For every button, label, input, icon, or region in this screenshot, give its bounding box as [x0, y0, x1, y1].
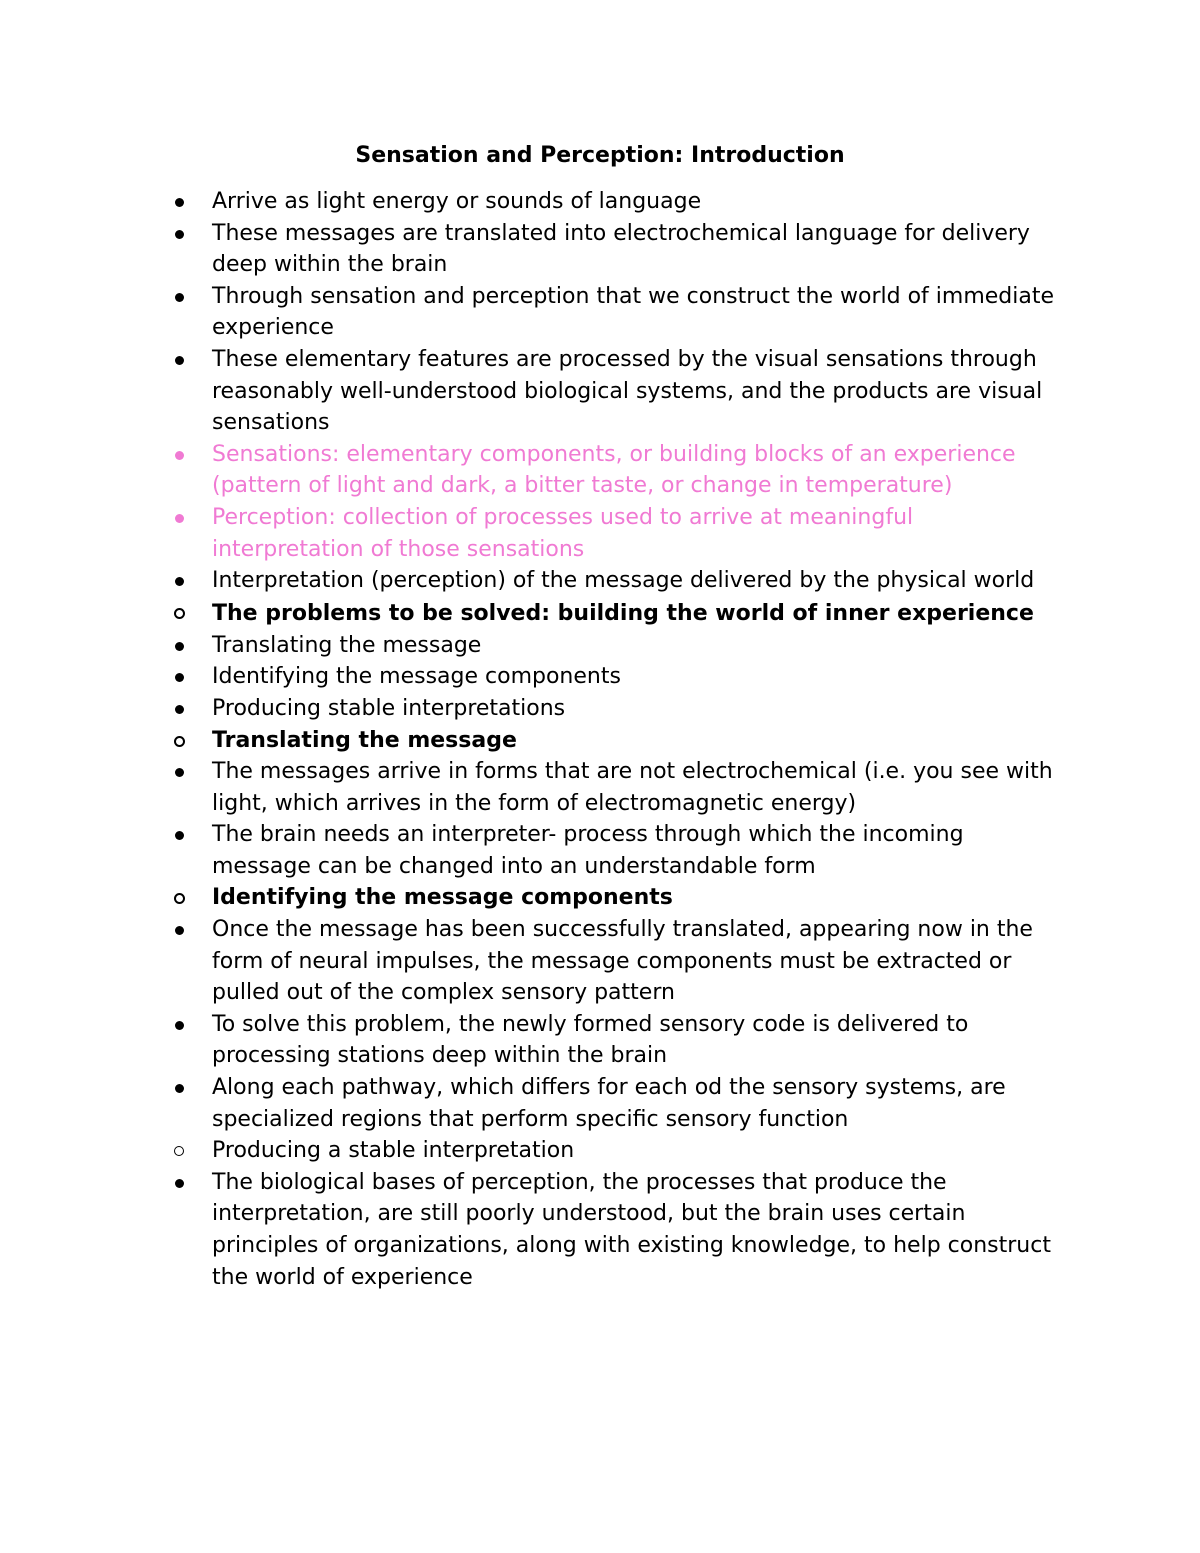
bullet-icon — [172, 756, 192, 788]
list-item-text: Translating the message — [212, 632, 482, 658]
list-item-text: Interpretation (perception) of the message delivered by the physical world — [212, 568, 1035, 594]
document-title: Sensation and Perception: Introduction — [355, 143, 845, 168]
section-heading-text: Identifying the message components — [212, 885, 673, 911]
bullet-icon — [172, 281, 192, 313]
list-item — [0, 1009, 1062, 1072]
list-item — [0, 344, 1062, 439]
bullet-icon — [172, 344, 192, 376]
list-item-text: Arrive as light energy or sounds of language — [212, 189, 702, 214]
list-item — [0, 661, 1062, 693]
bullet-icon — [172, 1009, 192, 1041]
list-item — [0, 218, 1062, 281]
section-heading-item — [0, 882, 1062, 914]
notes-list — [0, 186, 1200, 1293]
bullet-icon — [172, 914, 192, 946]
bullet-icon — [172, 186, 192, 218]
list-item — [0, 1167, 1062, 1293]
section-heading-text: Producing a stable interpretation — [212, 1138, 575, 1164]
section-heading-item — [0, 1135, 1062, 1167]
list-item — [0, 693, 1062, 725]
bullet-icon — [172, 661, 192, 693]
list-item — [0, 565, 1062, 597]
list-item-text: Through sensation and perception that we construct the world of immediate experience — [212, 283, 1055, 341]
list-item-text: Perception: collection of processes used to arrive at meaningful interpretation of those sensations — [212, 504, 914, 562]
list-item — [0, 914, 1062, 1009]
list-item-text: The brain needs an interpreter- process through which the incoming message can be changed into an understandable form — [212, 822, 964, 879]
bullet-icon — [172, 502, 192, 534]
highlighted-list-item — [0, 439, 1062, 502]
list-item-text: Identifying the message components — [212, 664, 621, 690]
bullet-icon — [172, 218, 192, 250]
hollow-circle-icon — [172, 725, 192, 757]
list-item-text: Producing stable interpretations — [212, 695, 566, 721]
bullet-icon — [172, 565, 192, 597]
list-item-text: These elementary features are processed by the visual sensations through reasonably well-understood biological systems, and the products are visual sensations — [212, 346, 1043, 436]
section-heading-item — [0, 725, 1062, 757]
hollow-circle-icon — [172, 882, 192, 914]
list-item-text: Along each pathway, which differs for each od the sensory systems, are specialized regions that perform specific sensory function — [212, 1075, 1006, 1132]
list-item — [0, 186, 1062, 218]
bullet-icon — [172, 439, 192, 471]
bullet-icon — [172, 819, 192, 851]
list-item-text: These messages are translated into electrochemical language for delivery deep within the brain — [212, 220, 1030, 278]
list-item-text: The messages arrive in forms that are not electrochemical (i.e. you see with light, which arrives in the form of electromagnetic energy) — [212, 759, 1053, 816]
bullet-icon — [172, 693, 192, 725]
bullet-icon — [172, 1167, 192, 1199]
hollow-circle-icon — [172, 1135, 192, 1167]
list-item — [0, 1072, 1062, 1135]
hollow-circle-icon — [172, 597, 192, 629]
list-item — [0, 281, 1062, 344]
list-item-text: Sensations: elementary components, or building blocks of an experience (pattern of light and dark, a bitter taste, or change in temperature) — [212, 441, 1016, 499]
section-heading-text: The problems to be solved: building the world of inner experience — [212, 600, 1034, 626]
bullet-icon — [172, 1072, 192, 1104]
list-item-text: The biological bases of perception, the processes that produce the interpretation, are still poorly understood, but the brain uses certain principles of organizations, along with existing knowledge, to help construct the world of experience — [212, 1169, 1051, 1290]
list-item-text: Once the message has been successfully translated, appearing now in the form of neural impulses, the message components must be extracted or pulled out of the complex sensory pattern — [212, 917, 1033, 1006]
list-item — [0, 819, 1062, 882]
list-item — [0, 630, 1062, 662]
section-heading-item — [0, 597, 1062, 630]
section-heading-text: Translating the message — [212, 727, 517, 753]
list-item-text: To solve this problem, the newly formed sensory code is delivered to processing stations deep within the brain — [212, 1011, 969, 1069]
list-item — [0, 756, 1062, 819]
bullet-icon — [172, 630, 192, 662]
highlighted-list-item — [0, 502, 1062, 565]
